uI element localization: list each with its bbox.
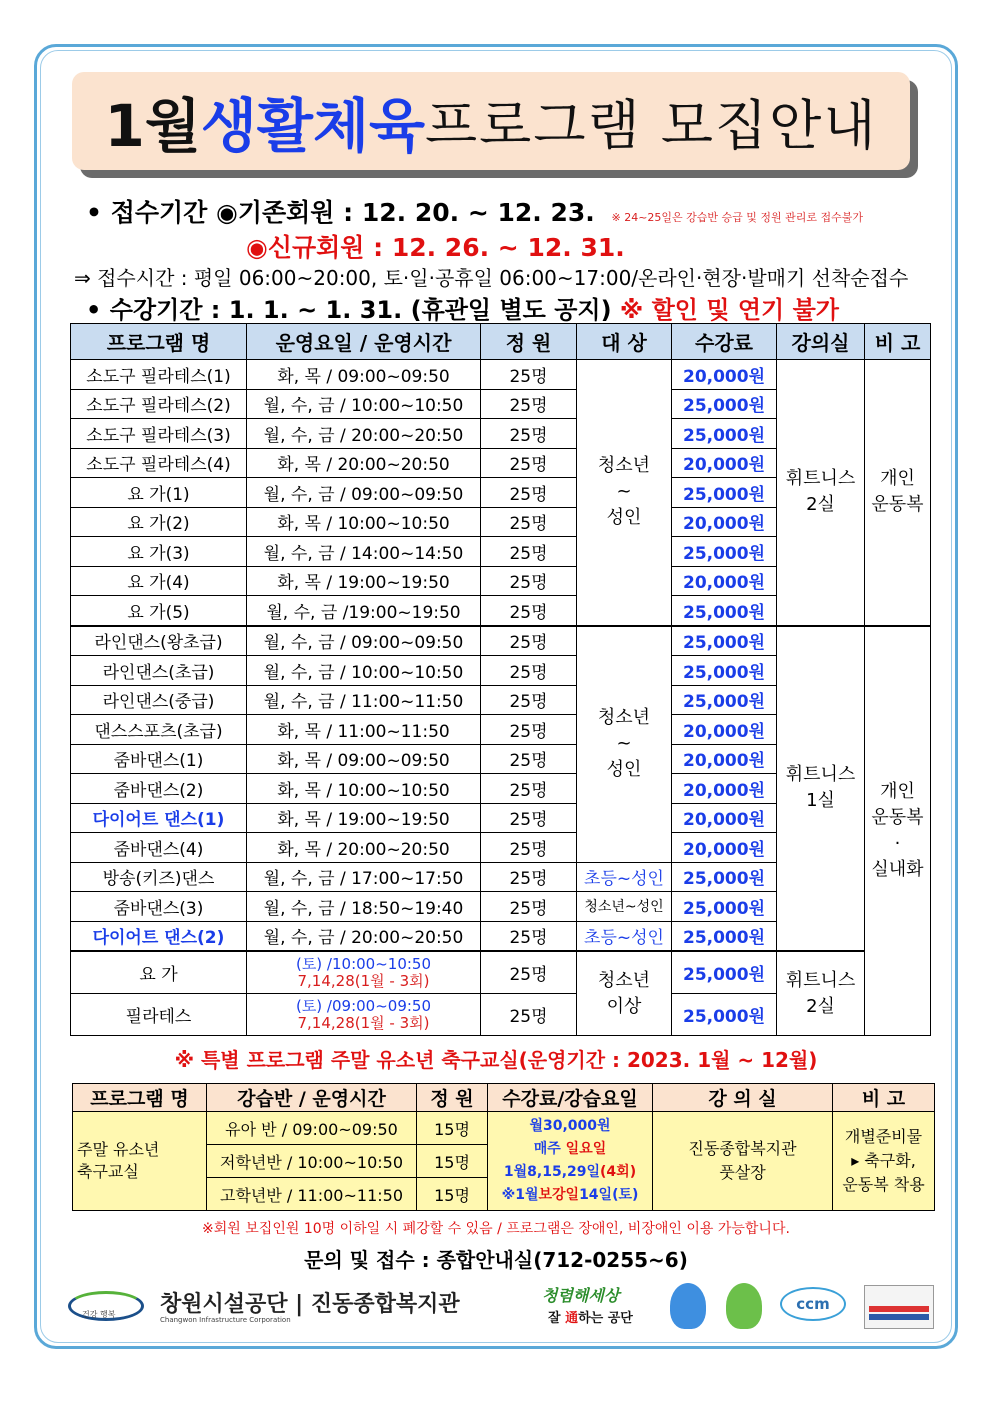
mascot-green-icon: [726, 1283, 762, 1329]
special-note: 개별준비물 ▸ 축구화, 운동복 착용: [833, 1112, 935, 1211]
table-row: 줌바댄스(1) 화, 목 / 09:00~09:50 25명 20,000원: [71, 744, 931, 774]
table-row: 요 가(4) 화, 목 / 19:00~19:50 25명 20,000원: [71, 566, 931, 596]
table-row: 방송(키즈)댄스 월, 수, 금 / 17:00~17:50 25명 초등~성인 25,000원: [71, 862, 931, 892]
room-group3: 휘트니스 2실: [777, 951, 865, 1036]
org-name: 창원시설공단 | 진동종합복지관: [160, 1292, 460, 1317]
th-target: 대 상: [577, 324, 672, 360]
th-room: 강의실: [777, 324, 865, 360]
special-fee: 월30,000원 매주 일요일 1월8,15,29일(4회) ※1월보강일14일(토): [488, 1112, 653, 1211]
room-group2: 휘트니스 1실: [777, 626, 865, 952]
table-row: 요 가 (토) /10:00~10:50 7,14,28(1월 - 3회) 25명 청소년 이상 25,000원 휘트니스 2실: [71, 951, 931, 994]
table-row: 라인댄스(중급) 월, 수, 금 / 11:00~11:50 25명 25,000원: [71, 685, 931, 715]
org-name-en: Changwon Infrastructure Corporation: [160, 1316, 291, 1324]
target-group2: 청소년 ~ 성인: [577, 626, 672, 863]
reception-hours: ⇒ 접수시간 : 평일 06:00~20:00, 토·일·공휴일 06:00~17:00/온라인·현장·발매기 선착순접수: [74, 266, 909, 290]
table-row: 요 가(3) 월, 수, 금 / 14:00~14:50 25명 25,000원: [71, 537, 931, 567]
table-row: 요 가(5) 월, 수, 금 /19:00~19:50 25명 25,000원: [71, 596, 931, 626]
table-row: 줌바댄스(2) 화, 목 / 10:00~10:50 25명 20,000원: [71, 774, 931, 804]
mascot-icon: [670, 1283, 706, 1329]
th-note: 비 고: [865, 324, 931, 360]
special-program-name: 주말 유소년 축구교실: [73, 1112, 207, 1211]
footer-warning: ※회원 보집인원 10명 이하일 시 폐강할 수 있음 / 프로그램은 장애인, 비장애인 이용 가능합니다.: [202, 1221, 790, 1237]
table-row: 주말 유소년 축구교실 유아 반 / 09:00~09:50 15명 월30,000원 매주 일요일 1월8,15,29일(4회) ※1월보강일14일(토) 진동종합복지관 풋살장 개별준비물 ▸ 축구화, 운동복 착용: [73, 1112, 935, 1145]
table-row: 필라테스 (토) /09:00~09:50 7,14,28(1월 - 3회) 25명 25,000원: [71, 994, 931, 1036]
program-table: [70, 323, 931, 1036]
table-row: 소도구 필라테스(4) 화, 목 / 20:00~20:50 25명 20,000원: [71, 448, 931, 478]
slogan-logo: 청렴해세상: [542, 1286, 620, 1305]
course-period: • 수강기간 : 1. 1. ~ 1. 31. (휴관일 별도 공지) ※ 할인 및 연기 불가: [86, 296, 839, 324]
table-row: 줌바댄스(4) 화, 목 / 20:00~20:50 25명 20,000원: [71, 833, 931, 863]
note-group1: 개인 운동복: [865, 360, 931, 626]
slogan-text: 잘 通하는 공단: [548, 1311, 633, 1326]
table-row: 소도구 필라테스(2) 월, 수, 금 / 10:00~10:50 25명 25,000원: [71, 389, 931, 419]
special-program-title: ※ 특별 프로그램 주말 유소년 축구교실(운영기간 : 2023. 1월 ~ 12월): [174, 1048, 818, 1072]
special-room: 진동종합복지관 풋살장: [653, 1112, 833, 1211]
table-row: 다이어트 댄스(2) 월, 수, 금 / 20:00~20:50 25명 초등~성인 25,000원: [71, 921, 931, 951]
table-row: 줌바댄스(3) 월, 수, 금 / 18:50~19:40 25명 청소년~성인 25,000원: [71, 892, 931, 922]
banner-highlight: 생활체육: [200, 92, 426, 160]
table-row: 소도구 필라테스(1) 화, 목 / 09:00~09:50 25명 청소년 ~ 성인 20,000원 휘트니스 2실 개인 운동복: [71, 360, 931, 390]
th-program: 프로그램 명: [71, 324, 247, 360]
reception-note: ※ 24~25일은 강습반 승급 및 정원 관리로 접수불가: [611, 211, 864, 224]
target-group1: 청소년 ~ 성인: [577, 360, 672, 626]
note-group2: 개인 운동복 · 실내화: [865, 626, 931, 1036]
title-banner: [72, 72, 910, 170]
table-row: 요 가(1) 월, 수, 금 / 09:00~09:50 25명 25,000원: [71, 478, 931, 508]
reception-existing: • 접수기간 ◉기존회원 : 12. 20. ~ 12. 23. ※ 24~25일은 강습반 승급 및 정원 관리로 접수불가: [86, 198, 864, 227]
banner-rest: 프로그램 모집안내: [425, 93, 878, 157]
logo-bar: 건강 행복 창원시설공단 | 진동종합복지관 Changwon Infrastructure Corporation 청렴해세상 잘 通하는 공단 ccm: [68, 1283, 938, 1333]
table-row: 소도구 필라테스(3) 월, 수, 금 / 20:00~20:50 25명 25,000원: [71, 419, 931, 449]
target-group3: 청소년 이상: [577, 951, 672, 1036]
certificate-icon: [864, 1285, 934, 1329]
ccm-logo-icon: ccm: [780, 1287, 846, 1321]
table-row: 다이어트 댄스(1) 화, 목 / 19:00~19:50 25명 20,000원: [71, 803, 931, 833]
table-row: 저학년반 / 10:00~10:50 15명: [73, 1145, 935, 1178]
table-row: 라인댄스(왕초급) 월, 수, 금 / 09:00~09:50 25명 청소년 ~ 성인 25,000원 휘트니스 1실 개인 운동복 · 실내화: [71, 626, 931, 656]
th-capacity: 정 원: [481, 324, 577, 360]
table-row: 라인댄스(초급) 월, 수, 금 / 10:00~10:50 25명 25,000원: [71, 656, 931, 686]
table-row: 댄스스포츠(초급) 화, 목 / 11:00~11:50 25명 20,000원: [71, 715, 931, 745]
room-group1: 휘트니스 2실: [777, 360, 865, 626]
table-row: 고학년반 / 11:00~11:50 15명: [73, 1178, 935, 1211]
footer-contact: 문의 및 접수 : 종합안내실(712-0255~6): [304, 1248, 688, 1272]
th-time: 운영요일 / 운영시간: [247, 324, 481, 360]
banner-month: 1월: [104, 92, 201, 160]
th-fee: 수강료: [672, 324, 777, 360]
course-warning: ※ 할인 및 연기 불가: [619, 296, 839, 324]
reception-new: ◉신규회원 : 12. 26. ~ 12. 31.: [246, 233, 625, 262]
special-program-table: 프로그램 명 강습반 / 운영시간 정 원 수강료/강습요일 강 의 실 비 고 주말 유소년 축구교실 유아 반 / 09:00~09:50 15명 월30,000원 매주 일요일 1월8,15,29일(4회) ※1월보강일14일(토) 진동종합복지관 풋살장 개별준비물 ▸ 축구화, 운동복 착용 저학년반 / 10:00~10:50 15명 고학년반 / 11:00~11:50 15명: [72, 1083, 935, 1211]
table-row: 요 가(2) 화, 목 / 10:00~10:50 25명 20,000원: [71, 507, 931, 537]
